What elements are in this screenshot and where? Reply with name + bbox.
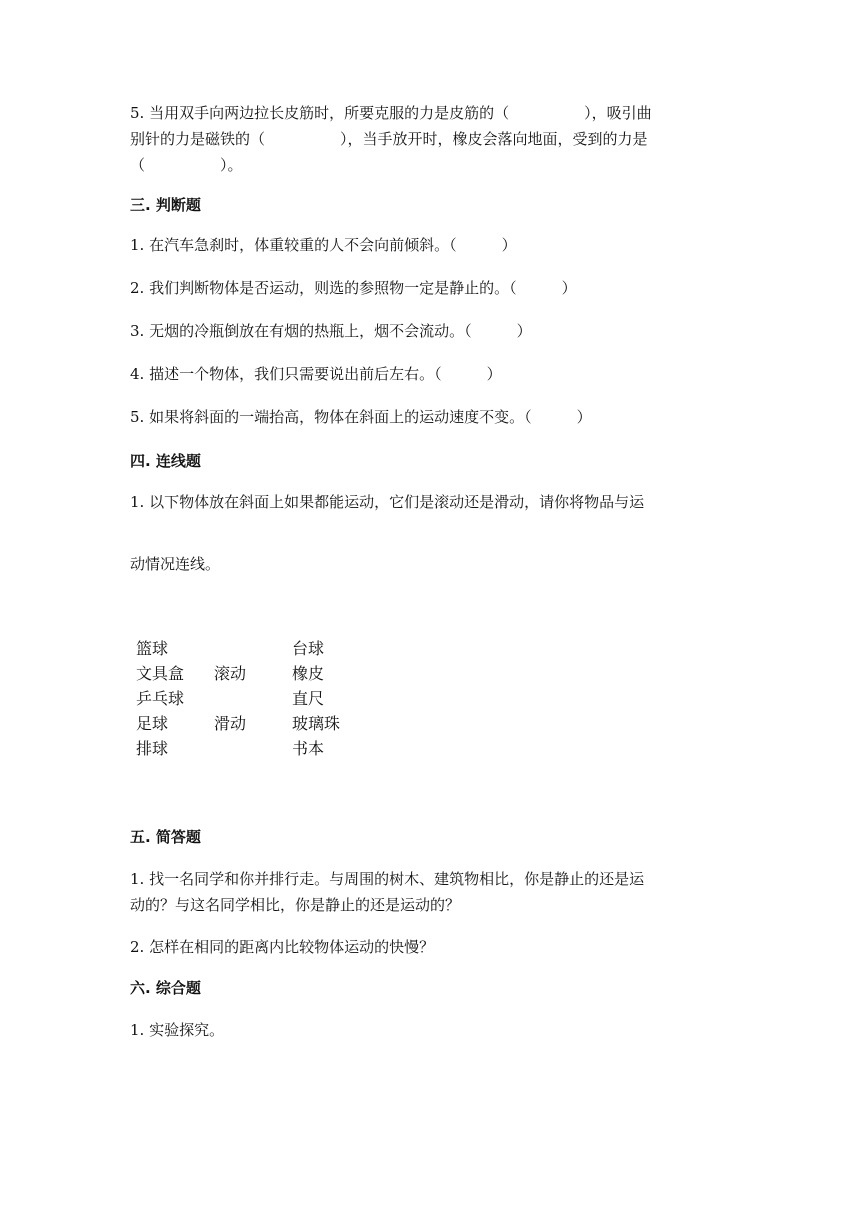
section-4-title: 四. 连线题 <box>130 452 201 470</box>
judge-item-3: 3. 无烟的冷瓶倒放在有烟的热瓶上，烟不会流动。（ ） <box>130 322 532 340</box>
section-3-title: 三. 判断题 <box>130 196 201 214</box>
fill-question-5-line-1: 5. 当用双手向两边拉长皮筋时，所要克服的力是皮筋的（ ），吸引曲 <box>130 104 652 122</box>
judge-item-5: 5. 如果将斜面的一端抬高，物体在斜面上的运动速度不变。（ ） <box>130 408 592 426</box>
judge-item-4: 4. 描述一个物体，我们只需要说出前后左右。（ ） <box>130 365 502 383</box>
fill-question-5-line-3: （ ）。 <box>130 156 243 174</box>
section-5-title: 五. 简答题 <box>130 828 201 846</box>
left-item: 文具盒 <box>136 664 185 683</box>
matching-question-line-2: 动情况连线。 <box>130 555 221 573</box>
right-item: 书本 <box>292 739 325 758</box>
judge-item-2: 2. 我们判断物体是否运动，则选的参照物一定是静止的。（ ） <box>130 279 577 297</box>
right-item: 玻璃珠 <box>292 714 341 733</box>
short-answer-2: 2. 怎样在相同的距离内比较物体运动的快慢？ <box>130 938 435 956</box>
matching-question-line-1: 1. 以下物体放在斜面上如果都能运动，它们是滚动还是滑动，请你将物品与运 <box>130 493 645 511</box>
right-item: 台球 <box>292 639 325 658</box>
left-item: 排球 <box>136 739 169 758</box>
left-item: 乒乓球 <box>136 689 185 708</box>
right-item: 橡皮 <box>292 664 325 683</box>
middle-item-sliding: 滑动 <box>214 714 247 733</box>
middle-item-rolling: 滚动 <box>214 664 247 683</box>
short-answer-1-line-1: 1. 找一名同学和你并排行走。与周围的树木、建筑物相比，你是静止的还是运 <box>130 870 645 888</box>
right-item: 直尺 <box>292 689 325 708</box>
fill-question-5-line-2: 别针的力是磁铁的（ ），当手放开时，橡皮会落向地面，受到的力是 <box>130 130 648 148</box>
short-answer-1-line-2: 动的？与这名同学相比，你是静止的还是运动的？ <box>130 896 461 914</box>
comprehensive-question-1: 1. 实验探究。 <box>130 1021 225 1039</box>
matching-table <box>136 636 436 776</box>
section-6-title: 六. 综合题 <box>130 979 201 997</box>
left-item: 足球 <box>136 714 169 733</box>
left-item: 篮球 <box>136 639 169 658</box>
judge-item-1: 1. 在汽车急刹时，体重较重的人不会向前倾斜。（ ） <box>130 236 517 254</box>
